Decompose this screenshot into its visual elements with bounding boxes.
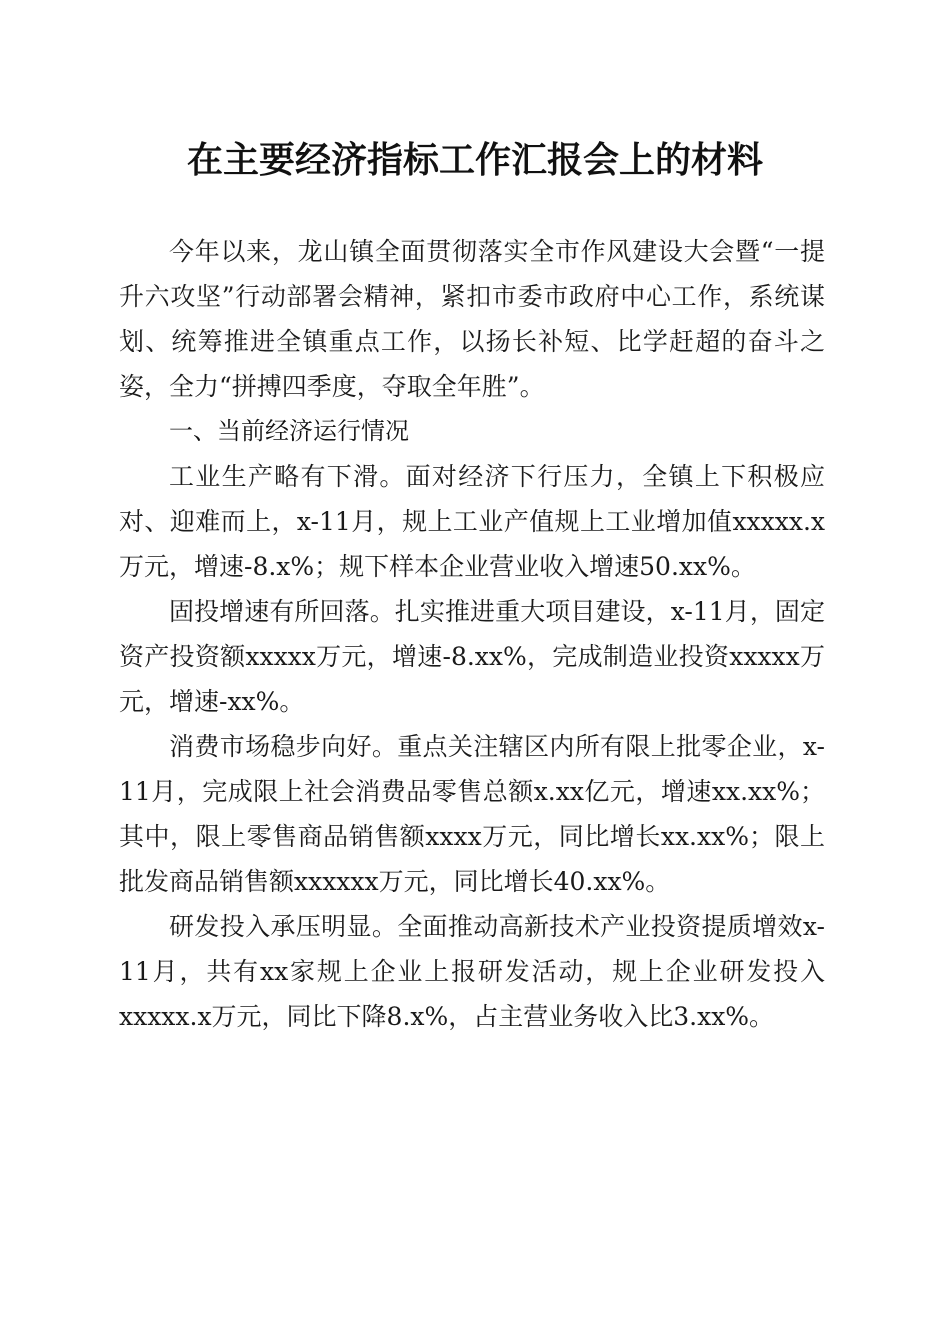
paragraph-industrial-production: 工业生产略有下滑。面对经济下行压力，全镇上下积极应对、迎难而上，x-11月，规上工业产值规上工业增加值xxxxx.x万元，增速-8.x%；规下样本企业营业收入增速50.xx%。	[119, 462, 825, 581]
document-title: 在主要经济指标工作汇报会上的材料	[186, 139, 763, 181]
section-heading: 一、当前经济运行情况	[169, 417, 409, 445]
paragraph-consumer-market: 消费市场稳步向好。重点关注辖区内所有限上批零企业，x-11月，完成限上社会消费品零售总额x.xx亿元，增速xx.xx%；其中，限上零售商品销售额xxxx万元，同比增长xx.xx%；限上批发商品销售额xxxxxx万元，同比增长40.xx%。	[119, 732, 825, 896]
intro-paragraph: 今年以来，龙山镇全面贯彻落实全市作风建设大会暨“一提升六攻坚”行动部署会精神，紧扣市委市政府中心工作，系统谋划、统筹推进全镇重点工作，以扬长补短、比学赶超的奋斗之姿，全力“拼搏四季度，夺取全年胜”。	[119, 237, 825, 401]
paragraph-rd-investment: 研发投入承压明显。全面推动高新技术产业投资提质增效x-11月，共有xx家规上企业上报研发活动，规上企业研发投入xxxxx.x万元，同比下降8.x%，占主营业务收入比3.xx%。	[119, 912, 825, 1031]
paragraph-fixed-investment: 固投增速有所回落。扎实推进重大项目建设，x-11月，固定资产投资额xxxxx万元，增速-8.xx%，完成制造业投资xxxxx万元，增速-xx%。	[119, 597, 825, 716]
document-body	[119, 229, 825, 1039]
